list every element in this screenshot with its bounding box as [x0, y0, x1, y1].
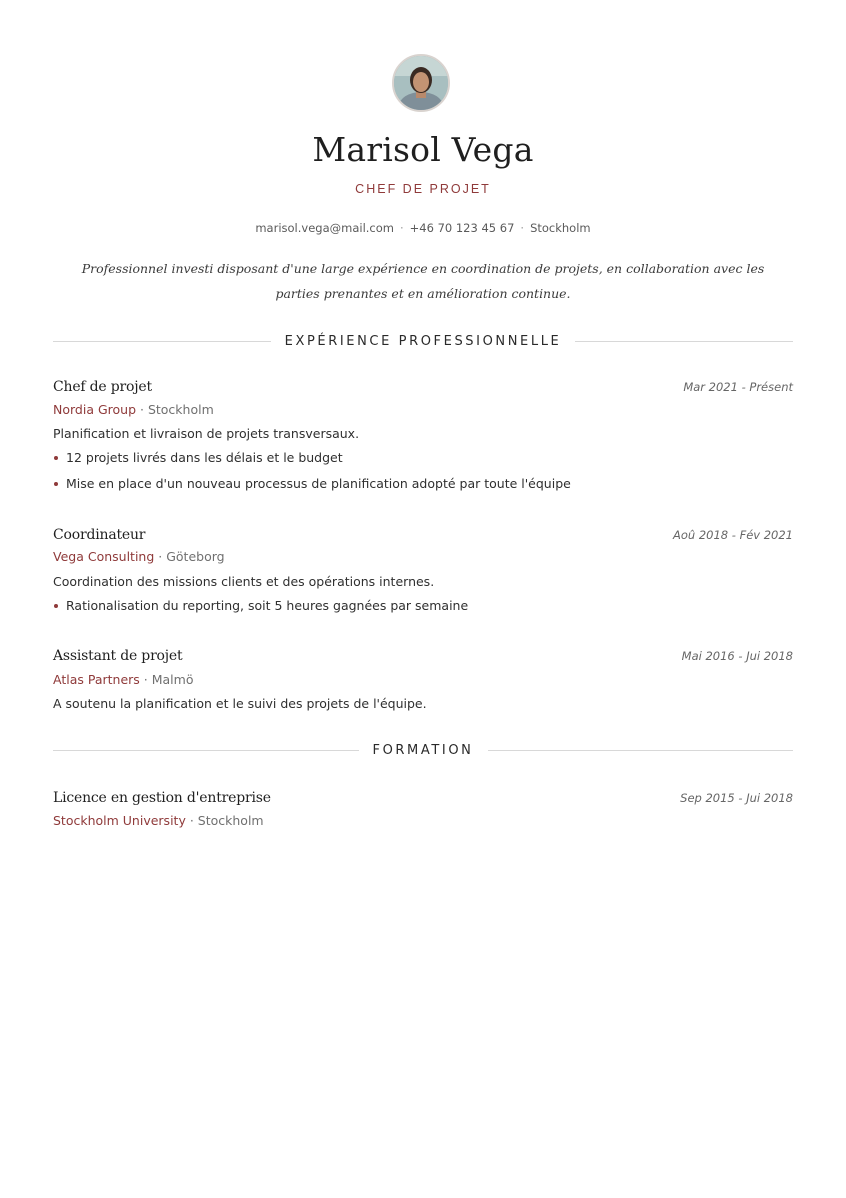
section-divider	[488, 750, 794, 751]
entry-description: A soutenu la planification et le suivi des projets de l'équipe.	[53, 696, 427, 711]
entry-achievements	[53, 450, 571, 502]
section-experience-heading	[53, 331, 793, 351]
entry-org-line	[53, 813, 264, 829]
entry-org-line	[53, 402, 214, 418]
entry-dates: Mai 2016 - Jui 2018	[681, 649, 793, 663]
entry-description: Coordination des missions clients et des opérations internes.	[53, 574, 435, 589]
entry-achievements	[53, 598, 468, 624]
entry-dates: Mar 2021 - Présent	[683, 380, 793, 394]
entry-organization: Nordia Group	[53, 402, 137, 417]
entry-dates: Sep 2015 - Jui 2018	[680, 791, 793, 805]
contact-phone[interactable]: +46 70 123 45 67	[409, 221, 515, 235]
entry-description: Planification et livraison de projets transversaux.	[53, 426, 360, 441]
entry-city: · Stockholm	[140, 402, 214, 417]
section-education-heading	[53, 740, 793, 760]
entry-organization: Atlas Partners	[53, 672, 140, 687]
avatar-photo	[394, 56, 448, 110]
contact-email[interactable]: marisol.vega@mail.com	[255, 221, 394, 235]
achievement-item	[53, 476, 571, 502]
entry-city: · Stockholm	[189, 813, 264, 828]
contact-separator: ·	[400, 221, 404, 235]
entry-org-line	[53, 549, 225, 565]
entry-org-line	[53, 672, 193, 688]
section-divider	[53, 750, 359, 751]
job-title: CHEF DE PROJET	[355, 182, 491, 196]
section-education-title: FORMATION	[372, 742, 474, 758]
achievement-item	[53, 450, 571, 476]
contact-line	[53, 220, 793, 236]
achievement-text: 12 projets livrés dans les délais et le budget	[66, 450, 343, 465]
achievement-text: Rationalisation du reporting, soit 5 heures gagnées par semaine	[66, 598, 469, 613]
entry-title: Licence en gestion d'entreprise	[53, 790, 271, 806]
section-divider	[575, 341, 793, 342]
entry-organization: Stockholm University	[53, 813, 186, 828]
avatar	[392, 54, 450, 112]
achievement-text: Mise en place d'un nouveau processus de planification adopté par toute l'équipe	[66, 476, 571, 491]
entry-title: Coordinateur	[53, 527, 146, 543]
entry-city: · Göteborg	[158, 549, 225, 564]
bullet-dot-icon	[54, 482, 58, 486]
achievement-item	[53, 598, 468, 624]
contact-separator: ·	[520, 221, 525, 235]
contact-city: Stockholm	[530, 221, 591, 235]
entry-title: Assistant de projet	[53, 648, 183, 664]
entry-dates: Aoû 2018 - Fév 2021	[673, 528, 793, 542]
section-experience-title: EXPÉRIENCE PROFESSIONNELLE	[284, 333, 562, 349]
candidate-name: Marisol Vega	[312, 130, 534, 169]
entry-organization: Vega Consulting	[53, 549, 155, 564]
bullet-dot-icon	[54, 604, 58, 608]
bullet-dot-icon	[54, 456, 58, 460]
entry-title: Chef de projet	[53, 379, 152, 395]
section-divider	[53, 341, 271, 342]
entry-city: · Malmö	[143, 672, 194, 687]
profile-summary: Professionnel investi disposant d'une large expérience en coordination de projets, en collaboration avec les parties prenantes et en amélioration continue.	[81, 261, 765, 301]
resume-page	[53, 0, 793, 1198]
